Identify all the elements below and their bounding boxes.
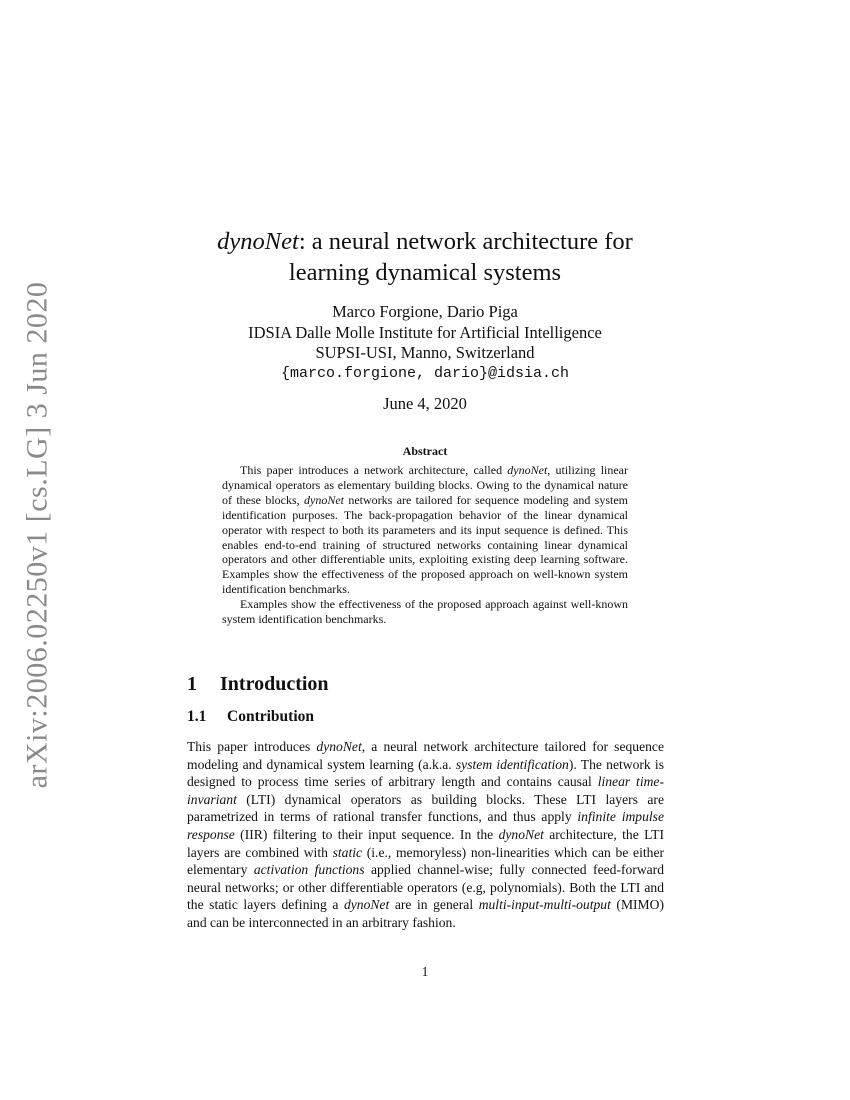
- author-location: SUPSI-USI, Manno, Switzerland: [315, 343, 535, 362]
- body-text: (IIR) filtering to their input sequence. In the: [234, 826, 499, 842]
- subsection-heading-contribution: [187, 708, 314, 726]
- body-emphasis: activation functions: [253, 862, 365, 878]
- abstract-heading: Abstract: [402, 444, 448, 458]
- abstract-emphasis: dynoNet: [507, 463, 548, 477]
- subsection-number: 1.1: [187, 708, 207, 725]
- body-text: applied channel-wise; fully connected feed-forward neural networks; or other differentiable operators (e.g, polynomials). Both the LTI and the static layers defining a: [187, 862, 665, 913]
- author-email: {marco.forgione, dario}@idsia.ch: [280, 364, 570, 382]
- body-text: are in general: [389, 897, 479, 913]
- abstract-text: networks are tailored for sequence modeling and system identification purposes. The back-propagation behavior of the linear dynamical operator with respect to both its parameters and its input sequence is defined. This enables end-to-end training of structured networks containing linear dynamical operators and other differentiable units, exploiting existing deep learning software. Examples show the effectiveness of the proposed approach on well-known system identification benchmarks.: [222, 492, 629, 597]
- body-emphasis: dynoNet: [498, 826, 544, 842]
- title-emphasis: dynoNet: [217, 228, 299, 255]
- body-emphasis: dynoNet: [316, 739, 362, 754]
- paper-date: June 4, 2020: [383, 394, 467, 413]
- body-text: This paper introduces: [187, 739, 317, 754]
- abstract-text: , utilizing linear dynamical operators as elementary building blocks. Owing to the dynamical nature of these blocks,: [222, 463, 629, 507]
- author-affiliation: IDSIA Dalle Molle Institute for Artificial Intelligence: [248, 322, 602, 342]
- body-emphasis: multi-input-multi-output: [478, 897, 611, 913]
- body-emphasis: infinite impulse response: [187, 809, 664, 842]
- body-text: (i.e., memoryless) non-linearities which can be either elementary: [187, 844, 665, 878]
- title-line2: learning dynamical systems: [288, 259, 562, 286]
- body-text: (MIMO) and can be interconnected in an arbitrary fashion.: [187, 897, 664, 930]
- abstract-paragraph-2: Examples show the effectiveness of the proposed approach against well-known system identification benchmarks.: [222, 597, 628, 627]
- body-text: architecture, the LTI layers are combined with: [187, 826, 664, 860]
- paper-title: [140, 226, 710, 288]
- body-paragraph: [187, 738, 664, 932]
- body-emphasis: static: [332, 844, 363, 860]
- body-text: ). The network is designed to process time series of arbitrary length and contains causal: [187, 756, 664, 790]
- body-emphasis: dynoNet: [343, 897, 390, 913]
- section-heading-introduction: [187, 673, 329, 696]
- arxiv-identifier: arXiv:2006.02250v1 [cs.LG] 3 Jun 2020: [20, 281, 53, 789]
- body-emphasis: linear time-invariant: [187, 774, 664, 807]
- body-emphasis: system identification: [455, 756, 569, 772]
- section-title: Introduction: [220, 673, 329, 695]
- page-number: 1: [421, 964, 429, 979]
- abstract-text: This paper introduces a network architecture, called: [240, 463, 508, 477]
- title-rest: : a neural network architecture for: [298, 228, 633, 255]
- section-number: 1: [187, 673, 197, 695]
- body-text: , a neural network architecture tailored for sequence modeling and dynamical system learning (a.k.a.: [187, 739, 664, 772]
- author-names: Marco Forgione, Dario Piga: [332, 302, 518, 321]
- author-block: [140, 302, 710, 384]
- abstract-body: [222, 463, 628, 627]
- arxiv-stamp: [16, 281, 58, 789]
- subsection-title: Contribution: [227, 708, 314, 725]
- abstract-paragraph-1: [222, 463, 628, 597]
- body-text: (LTI) dynamical operators as building blocks. These LTI layers are parametrized in terms of rational transfer functions, and thus apply: [187, 791, 664, 825]
- abstract-emphasis: dynoNet: [304, 492, 345, 507]
